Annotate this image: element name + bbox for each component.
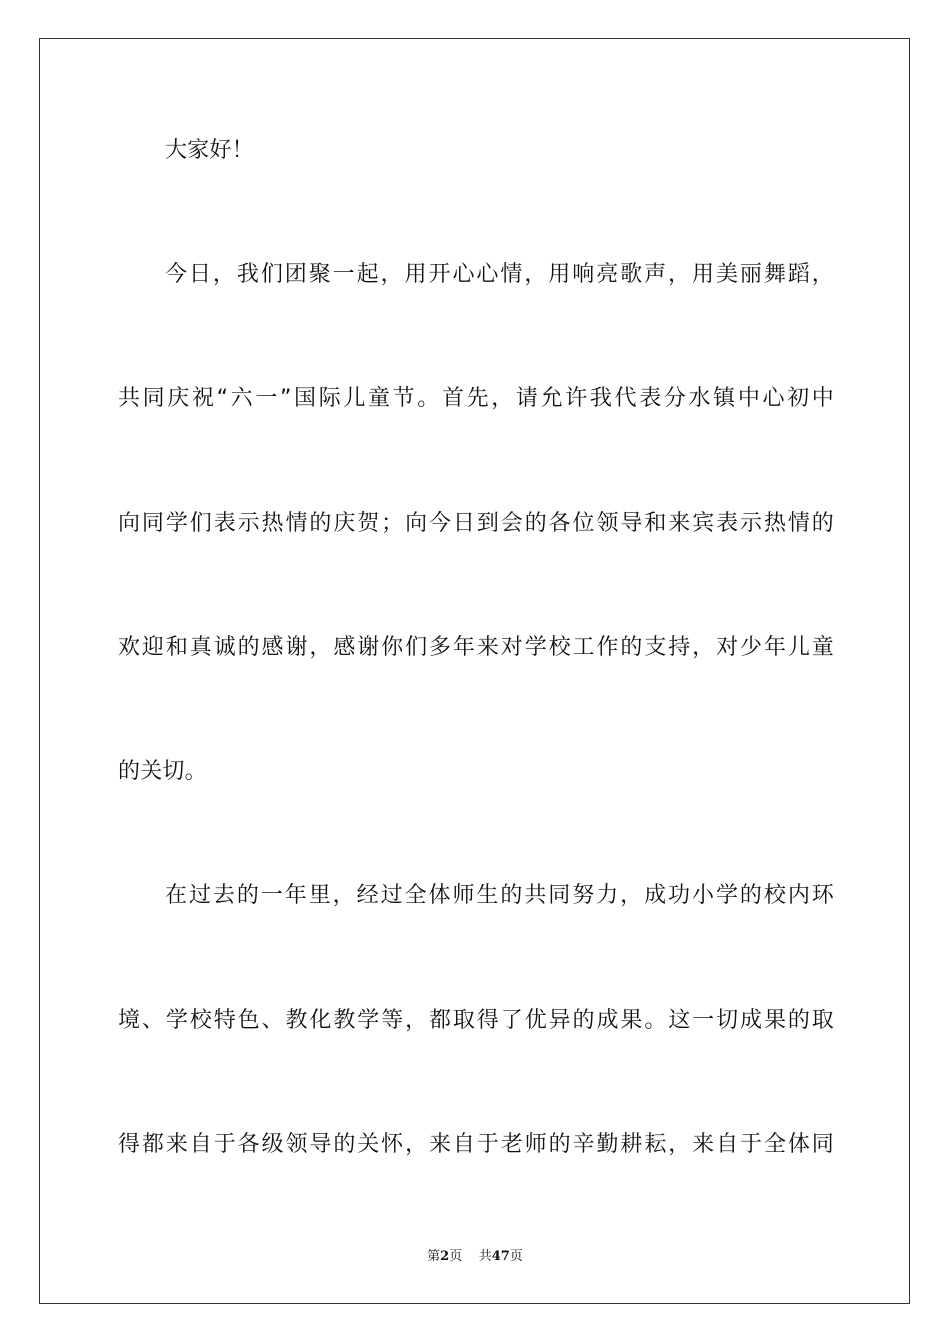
page-footer (0, 1248, 950, 1266)
footer-total-prefix: 共 (478, 1249, 492, 1264)
body-line-1: 今日，我们团聚一起，用开心心情，用响亮歌声，用美丽舞蹈， (165, 262, 834, 287)
footer-total-unit: 页 (509, 1249, 523, 1264)
footer-page-number: 2 (440, 1249, 450, 1264)
body-line-7: 境、学校特色、教化教学等，都取得了优异的成果。这一切成果的取 (118, 1008, 834, 1033)
footer-total-pages: 47 (491, 1249, 510, 1264)
footer-page-prefix: 第 (427, 1249, 441, 1264)
body-line-8: 得都来自于各级领导的关怀，来自于老师的辛勤耕耘，来自于全体同 (118, 1132, 834, 1157)
body-line-2: 共同庆祝“六一”国际儿童节。首先，请允许我代表分水镇中心初中 (118, 386, 834, 411)
footer-page-unit: 页 (449, 1249, 463, 1264)
body-line-6: 在过去的一年里，经过全体师生的共同努力，成功小学的校内环 (165, 883, 834, 908)
body-line-4: 欢迎和真诚的感谢，感谢你们多年来对学校工作的支持，对少年儿童 (118, 635, 834, 660)
greeting-line: 大家好！ (165, 138, 254, 163)
body-line-5: 的关切。 (118, 759, 207, 784)
body-line-3: 向同学们表示热情的庆贺；向今日到会的各位领导和来宾表示热情的 (118, 511, 834, 536)
page-frame (39, 38, 910, 1304)
